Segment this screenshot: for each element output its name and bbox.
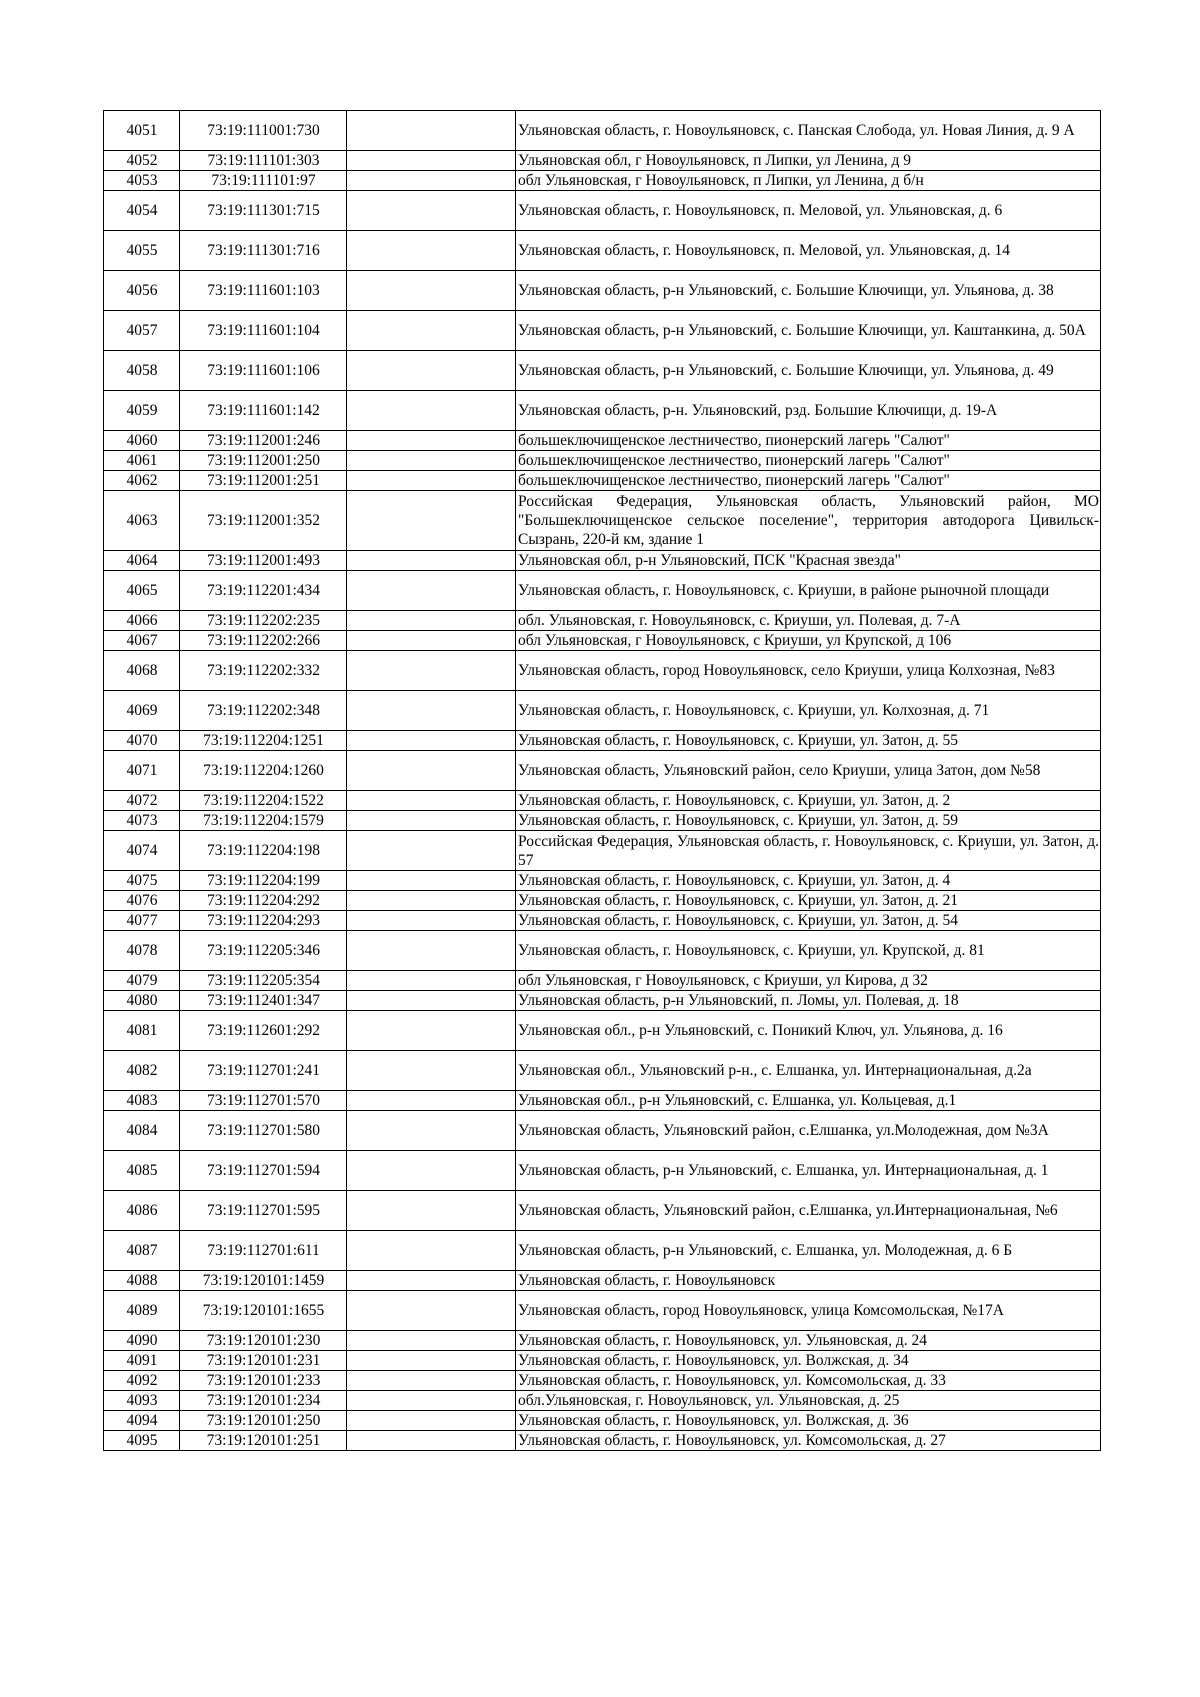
address-cell: Ульяновская область, г. Новоульяновск, с. Криуши, ул. Колхозная, д. 71	[516, 691, 1101, 731]
cadastral-number-cell: 73:19:112201:434	[180, 571, 347, 611]
empty-cell	[347, 1191, 516, 1231]
table-row	[104, 631, 1101, 651]
table-row	[104, 1371, 1101, 1391]
address-cell: Ульяновская область, г. Новоульяновск, с. Криуши, ул. Затон, д. 54	[516, 911, 1101, 931]
table-row	[104, 1431, 1101, 1451]
cadastral-number-cell: 73:19:120101:1655	[180, 1291, 347, 1331]
cadastral-number-cell: 73:19:112202:266	[180, 631, 347, 651]
cadastral-number-cell: 73:19:112202:348	[180, 691, 347, 731]
address-cell: Ульяновская обл., р-н Ульяновский, с. Елшанка, ул. Кольцевая, д.1	[516, 1091, 1101, 1111]
empty-cell	[347, 931, 516, 971]
empty-cell	[347, 191, 516, 231]
table-row	[104, 491, 1101, 551]
row-number-cell: 4062	[104, 471, 180, 491]
table-row	[104, 351, 1101, 391]
row-number-cell: 4077	[104, 911, 180, 931]
empty-cell	[347, 1431, 516, 1451]
empty-cell	[347, 351, 516, 391]
address-cell: Ульяновская область, р-н Ульяновский, п. Ломы, ул. Полевая, д. 18	[516, 991, 1101, 1011]
empty-cell	[347, 451, 516, 471]
address-cell: большеключищенское лестничество, пионерский лагерь "Салют"	[516, 471, 1101, 491]
empty-cell	[347, 691, 516, 731]
address-cell: Ульяновская область, г. Новоульяновск, ул. Волжская, д. 36	[516, 1411, 1101, 1431]
empty-cell	[347, 151, 516, 171]
row-number-cell: 4091	[104, 1351, 180, 1371]
empty-cell	[347, 1111, 516, 1151]
cadastral-number-cell: 73:19:112202:235	[180, 611, 347, 631]
table-row	[104, 1191, 1101, 1231]
table-row	[104, 171, 1101, 191]
address-cell: Российская Федерация, Ульяновская область, г. Новоульяновск, с. Криуши, ул. Затон, д. 57	[516, 831, 1101, 871]
row-number-cell: 4078	[104, 931, 180, 971]
address-cell: большеключищенское лестничество, пионерский лагерь "Салют"	[516, 451, 1101, 471]
cadastral-number-cell: 73:19:112001:246	[180, 431, 347, 451]
row-number-cell: 4065	[104, 571, 180, 611]
empty-cell	[347, 571, 516, 611]
address-cell: Ульяновская область, г. Новоульяновск, ул. Волжская, д. 34	[516, 1351, 1101, 1371]
cadastral-number-cell: 73:19:112204:1260	[180, 751, 347, 791]
table-row	[104, 611, 1101, 631]
row-number-cell: 4073	[104, 811, 180, 831]
row-number-cell: 4087	[104, 1231, 180, 1271]
empty-cell	[347, 871, 516, 891]
empty-cell	[347, 751, 516, 791]
row-number-cell: 4072	[104, 791, 180, 811]
cadastral-number-cell: 73:19:112202:332	[180, 651, 347, 691]
address-cell: Ульяновская область, г. Новоульяновск, с. Криуши, ул. Затон, д. 21	[516, 891, 1101, 911]
empty-cell	[347, 1091, 516, 1111]
cadastral-number-cell: 73:19:112204:1522	[180, 791, 347, 811]
table-row	[104, 111, 1101, 151]
table-row	[104, 451, 1101, 471]
empty-cell	[347, 1411, 516, 1431]
table-row	[104, 731, 1101, 751]
row-number-cell: 4061	[104, 451, 180, 471]
empty-cell	[347, 1271, 516, 1291]
row-number-cell: 4095	[104, 1431, 180, 1451]
empty-cell	[347, 311, 516, 351]
address-cell: Ульяновская обл, г Новоульяновск, п Липки, ул Ленина, д 9	[516, 151, 1101, 171]
empty-cell	[347, 1151, 516, 1191]
cadastral-number-cell: 73:19:112701:580	[180, 1111, 347, 1151]
address-cell: Ульяновская область, г. Новоульяновск, п. Меловой, ул. Ульяновская, д. 6	[516, 191, 1101, 231]
address-cell: Ульяновская область, Ульяновский район, село Криуши, улица Затон, дом №58	[516, 751, 1101, 791]
empty-cell	[347, 111, 516, 151]
cadastral-number-cell: 73:19:111001:730	[180, 111, 347, 151]
row-number-cell: 4092	[104, 1371, 180, 1391]
address-cell: обл Ульяновская, г Новоульяновск, с Криуши, ул Кирова, д 32	[516, 971, 1101, 991]
row-number-cell: 4094	[104, 1411, 180, 1431]
empty-cell	[347, 831, 516, 871]
address-cell: Ульяновская область, город Новоульяновск, улица Комсомольская, №17А	[516, 1291, 1101, 1331]
cadastral-number-cell: 73:19:112401:347	[180, 991, 347, 1011]
cadastral-number-cell: 73:19:112701:595	[180, 1191, 347, 1231]
address-cell: Ульяновская область, г. Новоульяновск, п. Меловой, ул. Ульяновская, д. 14	[516, 231, 1101, 271]
table-row	[104, 1111, 1101, 1151]
empty-cell	[347, 651, 516, 691]
table-row	[104, 391, 1101, 431]
row-number-cell: 4063	[104, 491, 180, 551]
row-number-cell: 4066	[104, 611, 180, 631]
row-number-cell: 4070	[104, 731, 180, 751]
cadastral-number-cell: 73:19:111601:106	[180, 351, 347, 391]
cadastral-number-cell: 73:19:112001:493	[180, 551, 347, 571]
empty-cell	[347, 1371, 516, 1391]
address-cell: Ульяновская область, г. Новоульяновск, с. Криуши, ул. Затон, д. 55	[516, 731, 1101, 751]
table-row	[104, 1151, 1101, 1191]
cadastral-number-cell: 73:19:120101:231	[180, 1351, 347, 1371]
table-row	[104, 431, 1101, 451]
address-cell: Ульяновская область, р-н Ульяновский, с. Большие Ключищи, ул. Ульянова, д. 49	[516, 351, 1101, 391]
row-number-cell: 4088	[104, 1271, 180, 1291]
cadastral-number-cell: 73:19:120101:251	[180, 1431, 347, 1451]
table-row	[104, 551, 1101, 571]
row-number-cell: 4076	[104, 891, 180, 911]
row-number-cell: 4085	[104, 1151, 180, 1191]
address-cell: Ульяновская область, г. Новоульяновск, ул. Комсомольская, д. 27	[516, 1431, 1101, 1451]
row-number-cell: 4089	[104, 1291, 180, 1331]
table-row	[104, 311, 1101, 351]
address-cell: обл Ульяновская, г Новоульяновск, п Липки, ул Ленина, д б/н	[516, 171, 1101, 191]
empty-cell	[347, 1351, 516, 1371]
table-row	[104, 191, 1101, 231]
empty-cell	[347, 471, 516, 491]
cadastral-number-cell: 73:19:111101:97	[180, 171, 347, 191]
row-number-cell: 4083	[104, 1091, 180, 1111]
cadastral-number-cell: 73:19:120101:250	[180, 1411, 347, 1431]
empty-cell	[347, 171, 516, 191]
table-row	[104, 1011, 1101, 1051]
table-row	[104, 151, 1101, 171]
empty-cell	[347, 991, 516, 1011]
cadastral-number-cell: 73:19:112204:198	[180, 831, 347, 871]
table-row	[104, 571, 1101, 611]
row-number-cell: 4059	[104, 391, 180, 431]
cadastral-number-cell: 73:19:112701:241	[180, 1051, 347, 1091]
address-cell: Ульяновская область, г. Новоульяновск, с. Криуши, ул. Крупской, д. 81	[516, 931, 1101, 971]
table-row	[104, 1411, 1101, 1431]
address-cell: Ульяновская область, р-н. Ульяновский, рзд. Большие Ключищи, д. 19-А	[516, 391, 1101, 431]
table-row	[104, 831, 1101, 871]
cadastral-number-cell: 73:19:120101:230	[180, 1331, 347, 1351]
empty-cell	[347, 491, 516, 551]
cadastral-number-cell: 73:19:112204:293	[180, 911, 347, 931]
row-number-cell: 4079	[104, 971, 180, 991]
row-number-cell: 4057	[104, 311, 180, 351]
cadastral-number-cell: 73:19:112205:346	[180, 931, 347, 971]
row-number-cell: 4055	[104, 231, 180, 271]
row-number-cell: 4081	[104, 1011, 180, 1051]
row-number-cell: 4090	[104, 1331, 180, 1351]
row-number-cell: 4060	[104, 431, 180, 451]
address-cell: Ульяновская область, г. Новоульяновск	[516, 1271, 1101, 1291]
table-row	[104, 651, 1101, 691]
table-row	[104, 471, 1101, 491]
table-row	[104, 1331, 1101, 1351]
row-number-cell: 4058	[104, 351, 180, 391]
address-cell: Ульяновская область, г. Новоульяновск, ул. Комсомольская, д. 33	[516, 1371, 1101, 1391]
empty-cell	[347, 391, 516, 431]
address-cell: Ульяновская область, р-н Ульяновский, с. Большие Ключищи, ул. Ульянова, д. 38	[516, 271, 1101, 311]
cadastral-number-cell: 73:19:111301:715	[180, 191, 347, 231]
cadastral-number-cell: 73:19:112001:352	[180, 491, 347, 551]
table-row	[104, 1231, 1101, 1271]
empty-cell	[347, 1011, 516, 1051]
address-cell: Ульяновская область, г. Новоульяновск, с. Криуши, ул. Затон, д. 4	[516, 871, 1101, 891]
row-number-cell: 4053	[104, 171, 180, 191]
address-cell: большеключищенское лестничество, пионерский лагерь "Салют"	[516, 431, 1101, 451]
cadastral-number-cell: 73:19:112001:250	[180, 451, 347, 471]
table-row	[104, 271, 1101, 311]
row-number-cell: 4067	[104, 631, 180, 651]
cadastral-number-cell: 73:19:111601:103	[180, 271, 347, 311]
address-cell: Ульяновская обл., р-н Ульяновский, с. Поникий Ключ, ул. Ульянова, д. 16	[516, 1011, 1101, 1051]
row-number-cell: 4093	[104, 1391, 180, 1411]
empty-cell	[347, 551, 516, 571]
address-cell: обл. Ульяновская, г. Новоульяновск, с. Криуши, ул. Полевая, д. 7-А	[516, 611, 1101, 631]
cadastral-number-cell: 73:19:111101:303	[180, 151, 347, 171]
row-number-cell: 4080	[104, 991, 180, 1011]
table-row	[104, 1271, 1101, 1291]
address-cell: обл.Ульяновская, г. Новоульяновск, ул. Ульяновская, д. 25	[516, 1391, 1101, 1411]
empty-cell	[347, 791, 516, 811]
row-number-cell: 4074	[104, 831, 180, 871]
table-row	[104, 911, 1101, 931]
row-number-cell: 4069	[104, 691, 180, 731]
address-cell: Ульяновская область, г. Новоульяновск, с. Криуши, ул. Затон, д. 2	[516, 791, 1101, 811]
row-number-cell: 4064	[104, 551, 180, 571]
table-row	[104, 691, 1101, 731]
address-cell: Ульяновская область, Ульяновский район, с.Елшанка, ул.Молодежная, дом №3А	[516, 1111, 1101, 1151]
table-body	[104, 111, 1101, 1451]
table-row	[104, 791, 1101, 811]
cadastral-number-cell: 73:19:112205:354	[180, 971, 347, 991]
row-number-cell: 4075	[104, 871, 180, 891]
table-row	[104, 751, 1101, 791]
cadastral-number-cell: 73:19:120101:233	[180, 1371, 347, 1391]
cadastral-number-cell: 73:19:112204:1579	[180, 811, 347, 831]
address-cell: Ульяновская область, г. Новоульяновск, с. Криуши, ул. Затон, д. 59	[516, 811, 1101, 831]
table-row	[104, 1291, 1101, 1331]
table-row	[104, 811, 1101, 831]
row-number-cell: 4056	[104, 271, 180, 311]
table-row	[104, 231, 1101, 271]
table-row	[104, 971, 1101, 991]
row-number-cell: 4068	[104, 651, 180, 691]
table-row	[104, 1351, 1101, 1371]
cadastral-number-cell: 73:19:112701:570	[180, 1091, 347, 1111]
empty-cell	[347, 971, 516, 991]
empty-cell	[347, 1051, 516, 1091]
cadastral-number-cell: 73:19:112204:1251	[180, 731, 347, 751]
row-number-cell: 4071	[104, 751, 180, 791]
table-row	[104, 991, 1101, 1011]
empty-cell	[347, 911, 516, 931]
cadastral-number-cell: 73:19:111601:142	[180, 391, 347, 431]
row-number-cell: 4052	[104, 151, 180, 171]
cadastral-number-cell: 73:19:112001:251	[180, 471, 347, 491]
empty-cell	[347, 631, 516, 651]
address-cell: Ульяновская обл, р-н Ульяновский, ПСК "Красная звезда"	[516, 551, 1101, 571]
cadastral-number-cell: 73:19:120101:1459	[180, 1271, 347, 1291]
empty-cell	[347, 1331, 516, 1351]
cadastral-number-cell: 73:19:112204:199	[180, 871, 347, 891]
address-cell: Ульяновская область, р-н Ульяновский, с. Елшанка, ул. Интернациональная, д. 1	[516, 1151, 1101, 1191]
empty-cell	[347, 891, 516, 911]
table-row	[104, 871, 1101, 891]
address-cell: Ульяновская область, г. Новоульяновск, с. Панская Слобода, ул. Новая Линия, д. 9 А	[516, 111, 1101, 151]
row-number-cell: 4082	[104, 1051, 180, 1091]
empty-cell	[347, 811, 516, 831]
table-row	[104, 891, 1101, 911]
empty-cell	[347, 611, 516, 631]
address-cell: Ульяновская обл., Ульяновский р-н., с. Елшанка, ул. Интернациональная, д.2а	[516, 1051, 1101, 1091]
row-number-cell: 4051	[104, 111, 180, 151]
address-cell: обл Ульяновская, г Новоульяновск, с Криуши, ул Крупской, д 106	[516, 631, 1101, 651]
empty-cell	[347, 231, 516, 271]
empty-cell	[347, 1231, 516, 1271]
table-row	[104, 1091, 1101, 1111]
cadastral-number-cell: 73:19:112701:611	[180, 1231, 347, 1271]
cadastral-number-cell: 73:19:111601:104	[180, 311, 347, 351]
address-cell: Ульяновская область, р-н Ульяновский, с. Елшанка, ул. Молодежная, д. 6 Б	[516, 1231, 1101, 1271]
address-cell: Ульяновская область, Ульяновский район, с.Елшанка, ул.Интернациональная, №6	[516, 1191, 1101, 1231]
cadastral-number-cell: 73:19:112601:292	[180, 1011, 347, 1051]
table-row	[104, 1051, 1101, 1091]
address-cell: Ульяновская область, р-н Ульяновский, с. Большие Ключищи, ул. Каштанкина, д. 50А	[516, 311, 1101, 351]
empty-cell	[347, 731, 516, 751]
address-cell: Ульяновская область, город Новоульяновск, село Криуши, улица Колхозная, №83	[516, 651, 1101, 691]
table-row	[104, 1391, 1101, 1411]
empty-cell	[347, 1291, 516, 1331]
row-number-cell: 4086	[104, 1191, 180, 1231]
cadastral-number-cell: 73:19:111301:716	[180, 231, 347, 271]
table-row	[104, 931, 1101, 971]
row-number-cell: 4084	[104, 1111, 180, 1151]
address-cell: Ульяновская область, г. Новоульяновск, ул. Ульяновская, д. 24	[516, 1331, 1101, 1351]
cadastral-number-cell: 73:19:112204:292	[180, 891, 347, 911]
cadastral-number-cell: 73:19:112701:594	[180, 1151, 347, 1191]
property-table	[103, 110, 1101, 1451]
empty-cell	[347, 271, 516, 311]
address-cell: Российская Федерация, Ульяновская область, Ульяновский район, МО "Большеключищенское сельское поселение", территория автодорога Цивильск-Сызрань, 220-й км, здание 1	[516, 491, 1101, 551]
row-number-cell: 4054	[104, 191, 180, 231]
empty-cell	[347, 431, 516, 451]
address-cell: Ульяновская область, г. Новоульяновск, с. Криуши, в районе рыночной площади	[516, 571, 1101, 611]
empty-cell	[347, 1391, 516, 1411]
cadastral-number-cell: 73:19:120101:234	[180, 1391, 347, 1411]
